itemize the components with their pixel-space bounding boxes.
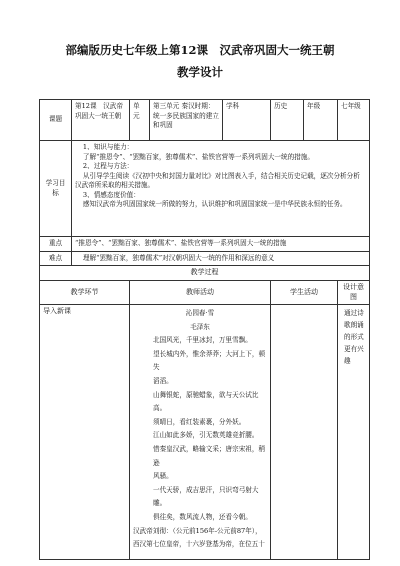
design-intent: 通过诗歌朗诵的形式更有兴趣 [338,305,370,560]
goal-line: 了解“推恩令”、“罢黜百家，独尊儒术”、盐铁官营等一系列巩固大一统的措施。 [82,152,314,161]
document-subtitle: 教学设计 [177,65,223,79]
key-points-label: 重点 [40,237,72,252]
difficult-points-label: 难点 [40,251,72,266]
intro-line: 汉武帝刘彻：（公元前156年-公元前87年）， [133,526,262,535]
goal-line: 3、情感态度价值： [82,190,140,199]
teacher-activity [130,305,271,560]
poem-line: 俱往矣，数风流人物，还看今朝。 [153,512,252,521]
process-columns-row [40,281,370,305]
poem-line: 江山如此多娇，引无数英雄竞折腰。 [153,431,259,440]
goals-content [72,141,370,237]
goals-label: 学习目标 [40,141,72,237]
grade-label: 年级 [304,100,338,141]
intro-line: 西汉第七位皇帝，十六岁登基为帝，在位五十 [133,540,265,549]
difficult-points-row [40,251,370,266]
poem-line: 望长城内外，惟余莽莽；大河上下，顿失 [153,349,266,372]
document-title: 部编版历史七年级上第12课 汉武帝巩固大一统王朝 [65,43,335,57]
goal-line: 1、知识与能力： [82,143,134,151]
goal-line: 2、过程与方法： [82,162,134,170]
process-header: 教学过程 [40,266,370,281]
unit-label: 单元 [130,100,150,141]
col-student: 学生活动 [271,281,338,305]
subject-value: 历史 [271,100,304,141]
grade-value: 七年级 [338,100,370,141]
difficult-points-value: 理解“罢黜百家，独尊儒术”对汉朝巩固大一统的作用和深远的意义 [72,251,370,266]
topic-label: 课题 [40,100,72,141]
poem-line: 滔滔。 [153,376,173,385]
unit-value: 第三单元 秦汉时期：统一多民族国家的建立和巩固 [150,100,223,141]
stage-value: 导入新课 [40,305,130,560]
process-header-row [40,266,370,281]
goal-line: 感知汉武帝为巩固国家统一所做的努力，认识维护和巩固国家统一是中华民族永恒的任务。 [82,200,347,208]
poem-line: 一代天骄，成吉思汗，只识弯弓射大雕。 [153,485,259,508]
key-points-value: “推恩令”、“罢黜百家、独尊儒术”、盐铁官营等一系列巩固大一统的措施 [72,237,370,252]
col-teacher: 教师活动 [130,281,271,305]
poem-line: 惜秦皇汉武，略输文采；唐宗宋祖，稍逊 [153,444,266,467]
col-intent: 设计意图 [338,281,370,305]
subject-label: 学科 [223,100,271,141]
topic-value: 第12课 汉武帝巩固大一统王朝 [72,100,130,141]
info-row [40,100,370,141]
poem-line: 山舞银蛇，原驰蜡象，欲与天公试比高。 [153,390,259,413]
key-points-row [40,237,370,252]
student-activity [271,305,338,560]
poem-title: 沁园春·雪 [185,309,215,317]
goals-row [40,141,370,237]
poem-line: 北国风光，千里冰封，万里雪飘。 [153,336,252,345]
col-stage: 教学环节 [40,281,130,305]
goal-line: 从引导学生阅读《汉初中央和封国力量对比》对比图表入手，结合相关历史记载，逐次分析分析汉武帝所采取的相关措施。 [75,171,360,189]
poem-author: 毛泽东 [190,322,210,331]
lesson-plan-table [39,99,370,560]
process-row [40,305,370,560]
poem-line: 须晴日，看红装素裹，分外妖。 [153,417,246,426]
poem-line: 风骚。 [153,472,173,481]
